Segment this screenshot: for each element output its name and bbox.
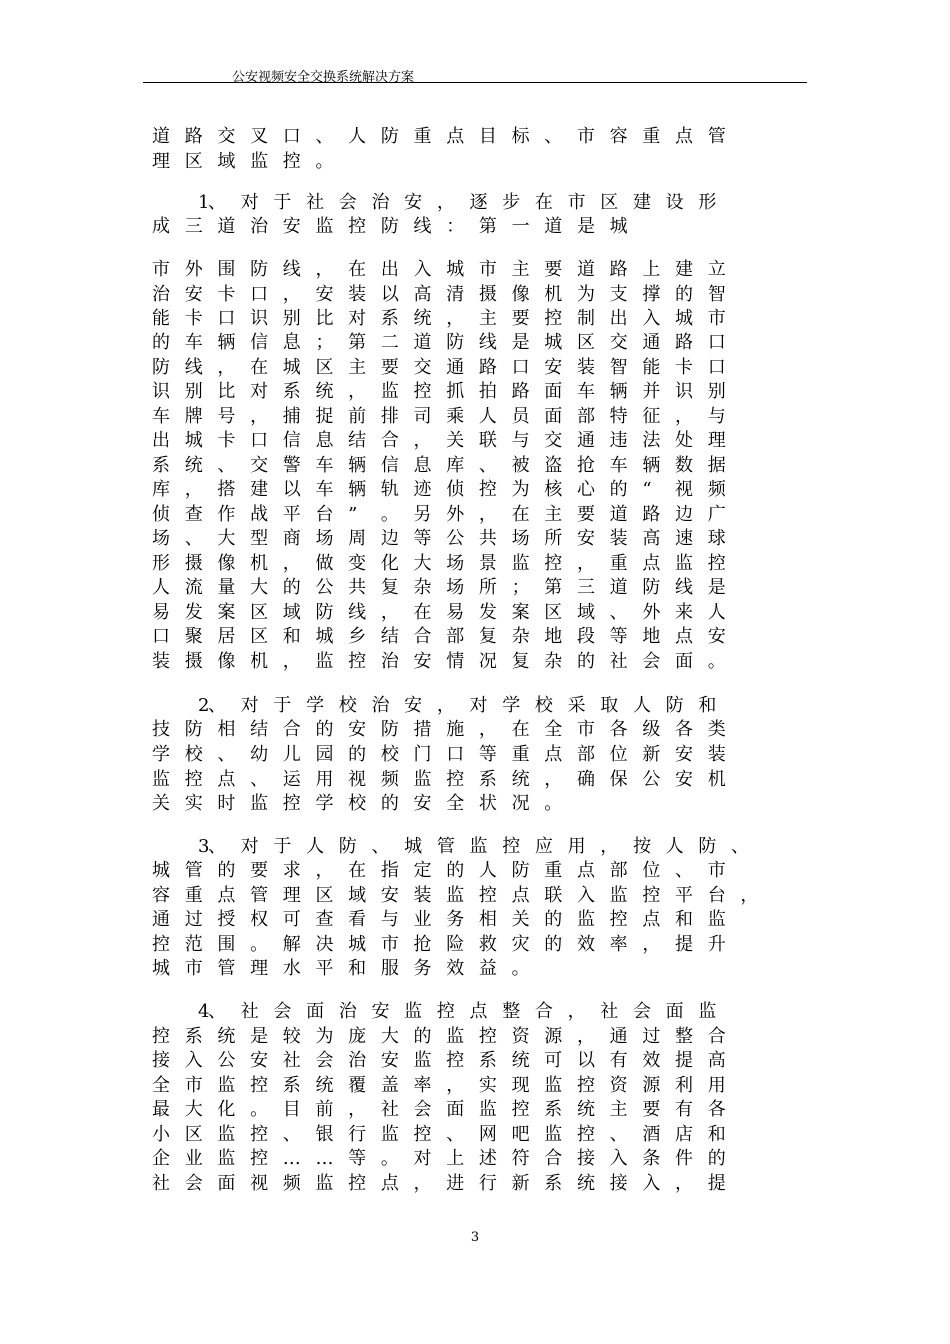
text-line: 通 过 授 权 可 查 看 与 业 务 相 关 的 监 控 点 和 监 [152, 909, 726, 930]
text-line: 易 发 案 区 域 防 线 ， 在 易 发 案 区 域 、 外 来 人 [152, 602, 726, 623]
text-line: 系 统 、 交 警 车 辆 信 息 库 、 被 盗 抢 车 辆 数 据 [152, 455, 726, 476]
text-line: 形 摄 像 机 ， 做 变 化 大 场 景 监 控 ， 重 点 监 控 [152, 553, 726, 574]
text-line: 2 、 对 于 学 校 治 安 ， 对 学 校 采 取 人 防 和 [198, 695, 717, 716]
text-line: 关 实 时 监 控 学 校 的 安 全 状 况 。 [152, 793, 563, 814]
text-line: 社 会 面 视 频 监 控 点 ， 进 行 新 系 统 接 入 ， 提 [152, 1173, 726, 1194]
text-line: 场 、 大 型 商 场 周 边 等 公 共 场 所 安 装 高 速 球 [152, 528, 726, 549]
text-line: 企 业 监 控 … … 等 。 对 上 述 符 合 接 入 条 件 的 [152, 1148, 726, 1169]
text-line: 道 路 交 叉 口 、 人 防 重 点 目 标 、 市 容 重 点 管 [152, 126, 726, 147]
text-line: 成 三 道 治 安 监 控 防 线 ： 第 一 道 是 城 [152, 216, 628, 237]
text-line: 防 线 ， 在 城 区 主 要 交 通 路 口 安 装 智 能 卡 口 [152, 357, 726, 378]
text-line: 学 校 、 幼 儿 园 的 校 门 口 等 重 点 部 位 新 安 装 [152, 744, 726, 765]
text-line: 1 、 对 于 社 会 治 安 ， 逐 步 在 市 区 建 设 形 [198, 192, 717, 213]
text-line: 城 管 的 要 求 ， 在 指 定 的 人 防 重 点 部 位 、 市 [152, 860, 726, 881]
text-line: 装 摄 像 机 ， 监 控 治 安 情 况 复 杂 的 社 会 面 。 [152, 651, 726, 672]
text-line: 3 、 对 于 人 防 、 城 管 监 控 应 用 ， 按 人 防 、 [198, 836, 749, 857]
text-line: 车 牌 号 ， 捕 捉 前 排 司 乘 人 员 面 部 特 征 ， 与 [152, 406, 726, 427]
text-line: 小 区 监 控 、 银 行 监 控 、 网 吧 监 控 、 酒 店 和 [152, 1124, 726, 1145]
text-line: 库 ， 搭 建 以 车 辆 轨 迹 侦 控 为 核 心 的 “ 视 频 [152, 479, 726, 500]
text-line: 城 市 管 理 水 平 和 服 务 效 益 。 [152, 958, 530, 979]
text-line: 控 范 围 。 解 决 城 市 抢 险 救 灾 的 效 率 ， 提 升 [152, 934, 726, 955]
text-line: 理 区 域 监 控 。 [152, 151, 334, 172]
text-line: 市 外 围 防 线 ， 在 出 入 城 市 主 要 道 路 上 建 立 [152, 259, 726, 280]
header-title: 公安视频安全交换系统解决方案 [232, 70, 415, 85]
text-line: 口 聚 居 区 和 城 乡 结 合 部 复 杂 地 段 等 地 点 安 [152, 626, 726, 647]
text-line: 技 防 相 结 合 的 安 防 措 施 ， 在 全 市 各 级 各 类 [152, 719, 726, 740]
text-line: 人 流 量 大 的 公 共 复 杂 场 所 ； 第 三 道 防 线 是 [152, 577, 726, 598]
text-line: 识 别 比 对 系 统 ， 监 控 抓 拍 路 面 车 辆 并 识 别 [152, 381, 726, 402]
text-line: 侦 查 作 战 平 台 ” 。 另 外 ， 在 主 要 道 路 边 广 [152, 504, 726, 525]
text-line: 监 控 点 、 运 用 视 频 监 控 系 统 ， 确 保 公 安 机 [152, 769, 726, 790]
text-line: 能 卡 口 识 别 比 对 系 统 ， 主 要 控 制 出 入 城 市 [152, 308, 726, 329]
text-line: 治 安 卡 口 ， 安 装 以 高 清 摄 像 机 为 支 撑 的 智 [152, 284, 726, 305]
text-line: 接 入 公 安 社 会 治 安 监 控 系 统 可 以 有 效 提 高 [152, 1050, 726, 1071]
text-line: 容 重 点 管 理 区 域 安 装 监 控 点 联 入 监 控 平 台 ， [152, 885, 759, 906]
text-line: 4 、 社 会 面 治 安 监 控 点 整 合 ， 社 会 面 监 [198, 1001, 717, 1022]
text-line: 的 车 辆 信 息 ； 第 二 道 防 线 是 城 区 交 通 路 口 [152, 332, 726, 353]
text-line: 控 系 统 是 较 为 庞 大 的 监 控 资 源 ， 通 过 整 合 [152, 1026, 726, 1047]
text-line: 最 大 化 。 目 前 ， 社 会 面 监 控 系 统 主 要 有 各 [152, 1099, 726, 1120]
text-line: 全 市 监 控 系 统 覆 盖 率 ， 实 现 监 控 资 源 利 用 [152, 1075, 726, 1096]
text-line: 出 城 卡 口 信 息 结 合 ， 关 联 与 交 通 违 法 处 理 [152, 430, 726, 451]
page-number: 3 [470, 1230, 480, 1245]
